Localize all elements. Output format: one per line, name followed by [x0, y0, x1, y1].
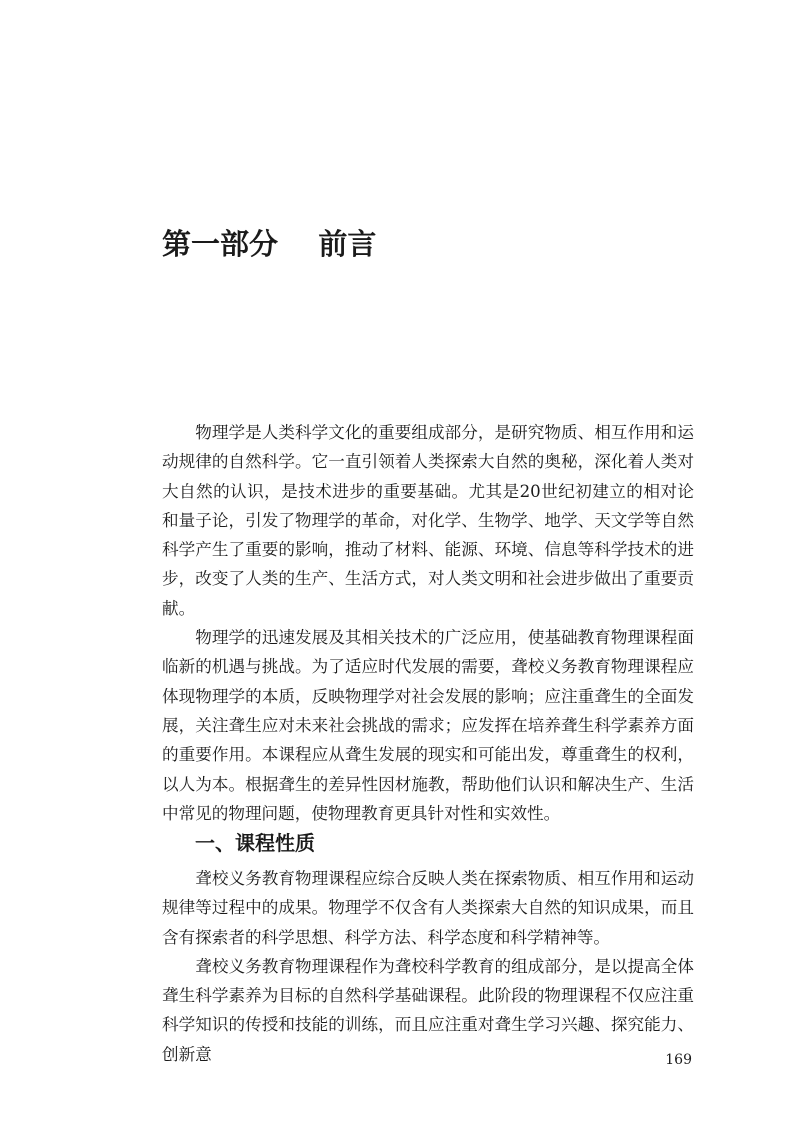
page-number: 169 [665, 1052, 692, 1068]
part-title: 第一部分 前言 [162, 227, 377, 261]
section-heading: 一、课程性质 [195, 831, 315, 855]
intro-paragraph: 物理学是人类科学文化的重要组成部分，是研究物质、相互作用和运动规律的自然科学。它一直引领着人类探索大自然的奥秘，深化着人类对大自然的认识，是技术进步的重要基础。尤其是20世纪初建立的相对论和量子论，引发了物理学的革命，对化学、生物学、地学、天文学等自然科学产生了重要的影响，推动了材料、能源、环境、信息等科学技术的进步，改变了人类的生产、生活方式，对人类文明和社会进步做出了重要贡献。 [162, 423, 694, 618]
intro-paragraph: 物理学的迅速发展及其相关技术的广泛应用，使基础教育物理课程面临新的机遇与挑战。为了适应时代发展的需要，聋校义务教育物理课程应体现物理学的本质，反映物理学对社会发展的影响；应注重聋生的全面发展，关注聋生应对未来社会挑战的需求；应发挥在培养聋生科学素养方面的重要作用。本课程应从聋生发展的现实和可能出发，尊重聋生的权利，以人为本。根据聋生的差异性因材施教，帮助他们认识和解决生产、生活中常见的物理问题，使物理教育更具针对性和实效性。 [162, 628, 694, 823]
intro-section [162, 418, 694, 828]
course-nature-section [162, 826, 694, 1069]
section-paragraph: 聋校义务教育物理课程作为聋校科学教育的组成部分，是以提高全体聋生科学素养为目标的自然科学基础课程。此阶段的物理课程不仅应注重科学知识的传授和技能的训练，而且应注重对聋生学习兴趣、探究能力、创新意 [162, 956, 694, 1064]
section-paragraph: 聋校义务教育物理课程应综合反映人类在探索物质、相互作用和运动规律等过程中的成果。物理学不仅含有人类探索大自然的知识成果，而且含有探索者的科学思想、科学方法、科学态度和科学精神等。 [162, 869, 694, 947]
